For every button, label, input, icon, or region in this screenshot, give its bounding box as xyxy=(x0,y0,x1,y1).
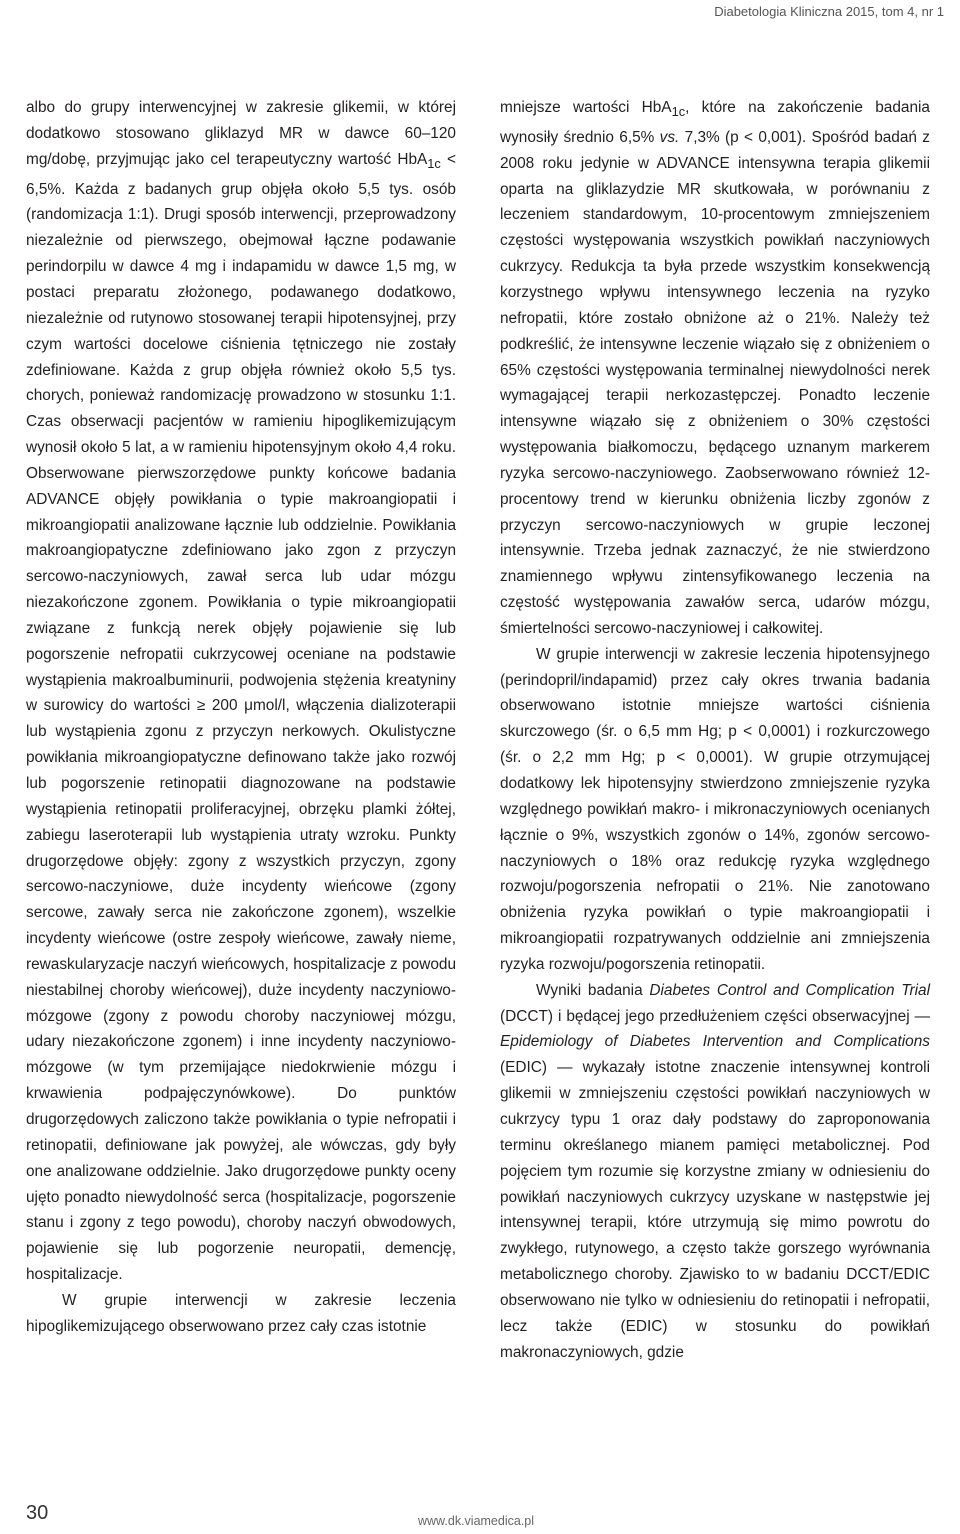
subscript: 1c xyxy=(427,155,441,171)
running-header: Diabetologia Kliniczna 2015, tom 4, nr 1 xyxy=(714,4,944,19)
left-paragraph-1 xyxy=(26,95,456,1288)
right-paragraph-1 xyxy=(500,95,930,642)
italic-run: Diabetes Control and Complication Trial xyxy=(649,981,930,999)
right-paragraph-2: W grupie interwencji w zakresie leczenia hipotensyjnego (perindopril/indapamid) przez cały okres trwania badania obserwowano istotnie mniejsze wartości ciśnienia skurczowego (śr. o 6,5 mm Hg; p < 0,0001) i rozkurczowego (śr. o 2,2 mm Hg; p < 0,0001). W grupie otrzymującej dodatkowy lek hipotensyjny stwierdzono zmniejszenie ryzyka względnego powikłań makro- i mikronaczyniowych ocenianych łącznie o 9%, wszystkich zgonów o 14%, zgonów sercowo-naczyniowych o 18% oraz redukcję ryzyka względnego rozwoju/pogorszenia nefropatii o 21%. Nie zanotowano obniżenia ryzyka powikłań o typie makroangiopatii i mikroangiopatii rozpatrywanych oddzielnie ani zmniejszenia ryzyka rozwoju/pogorszenia retinopatii. xyxy=(500,645,930,973)
right-column xyxy=(500,95,930,1365)
right-paragraph-3 xyxy=(500,978,930,1366)
italic-run: Epidemiology of Diabetes Intervention and Complications xyxy=(500,1033,930,1051)
text-run: Wyniki badania xyxy=(536,981,650,999)
italic-run: vs. xyxy=(659,128,680,146)
text-run: albo do grupy interwencyjnej w zakresie glikemii, w której dodatkowo stosowano gliklazyd MR w dawce 60–120 mg/dobę, przyjmując jako cel terapeutyczny wartość HbA xyxy=(26,99,456,168)
footer-url: www.dk.viamedica.pl xyxy=(418,1514,535,1528)
left-column xyxy=(26,95,456,1340)
text-run: 7,3% (p < 0,001). Spośród badań z 2008 roku jedynie w ADVANCE intensywna terapia glikemii oparta na gliklazydzie MR skutkowała, w porównaniu z leczeniem standardowym, 10-procentowym zmniejszeniem częstości występowania wszystkich powikłań naczyniowych cukrzycy. Redukcja ta była przede wszystkim konsekwencją korzystnego wpływu intensywnego leczenia na ryzyko nefropatii, które zostało obniżone aż o 21%. Należy też podkreślić, że intensywne leczenie wiązało się z obniżeniem o 65% częstości występowania terminalnej niewydolności nerek wymagającej terapii nerkozastępczej. Ponadto leczenie intensywne wiązało się z obniżeniem o 30% częstości występowania białkomoczu, będącego uznanym markerem ryzyka sercowo-naczyniowego. Zaobserwowano również 12-procentowy trend w kierunku obniżenia liczby zgonów z przyczyn sercowo-naczyniowych w grupie leczonej intensywnie. Trzeba jednak zaznaczyć, że nie stwierdzono znamiennego wpływu zintensyfikowanego leczenia na częstość występowania zawałów serca, udarów mózgu, śmiertelności sercowo-naczyniowej i całkowitej. xyxy=(500,128,930,637)
subscript: 1c xyxy=(671,104,686,120)
text-run: , które na zakończenie badania wynosiły średnio 6,5% xyxy=(500,99,930,146)
text-run: mniejsze wartości HbA xyxy=(500,99,672,116)
left-paragraph-2: W grupie interwencji w zakresie leczenia hipoglikemizującego obserwowano przez cały czas istotnie xyxy=(26,1291,456,1335)
text-run: (EDIC) — wykazały istotne znaczenie intensywnej kontroli glikemii w zmniejszeniu częstości powikłań naczyniowych w cukrzycy typu 1 oraz dały podstawy do zaproponowania terminu określanego mianem pamięci metabolicznej. Pod pojęciem tym rozumie się korzystne zmiany w odniesieniu do powikłań naczyniowych cukrzycy uzyskane w następstwie jej intensywnej terapii, które utrzymują się mimo powrotu do zwykłego, rutynowego, a często także gorszego wyrównania metabolicznego choroby. Zjawisko to w badaniu DCCT/EDIC obserwowano nie tylko w odniesieniu do retinopatii i nefropatii, lecz także (EDIC) w stosunku do powikłań makronaczyniowych, gdzie xyxy=(500,1059,930,1361)
page-number: 30 xyxy=(26,1502,49,1524)
text-run: (DCCT) i będącej jego przedłużeniem części obserwacyjnej — xyxy=(500,1007,930,1025)
text-run: < 6,5%. Każda z badanych grup objęła około 5,5 tys. osób (randomizacja 1:1). Drugi sposób interwencji, przeprowadzony niezależnie od pierwszego, obejmował łączne podawanie perindorpilu w dawce 4 mg i indapamidu w dawce 1,5 mg, w postaci preparatu złożonego, podawanego dodatkowo, niezależnie od rutynowo stosowanej terapii hipotensyjnej, przy czym wartości docelowe ciśnienia tętniczego nie zostały zdefiniowane. Każda z grup objęła również około 5,5 tys. chorych, ponieważ randomizację prowadzono w stosunku 1:1. Czas obserwacji pacjentów w ramieniu hipoglikemizującym wynosił około 5 lat, a w ramieniu hipotensyjnym około 4,4 roku. Obserwowane pierwszorzędowe punkty końcowe badania ADVANCE objęły powikłania o typie makroangiopatii i mikroangiopatii analizowane łącznie lub oddzielnie. Powikłania makroangiopatyczne zdefiniowano jako zgon z przyczyn sercowo-naczyniowych, zawał serca lub udar mózgu niezakończone zgonem. Powikłania o typie mikroangiopatii związane z funkcją nerek objęły pojawienie się lub pogorszenie nefropatii cukrzycowej oceniane na podstawie wystąpienia makroalbuminurii, podwojenia stężenia kreatyniny w surowicy do wartości ≥ 200 μmol/l, włączenia dializoterapii lub wystąpienia zgonu z przyczyn nerkowych. Okulistyczne powikłania mikroangiopatyczne definowano także jako rozwój lub pogorszenie retinopatii diagnozowane na podstawie wystąpienia retinopatii proliferacyjnej, obrzęku plamki żółtej, zabiegu laseroterapii lub wystąpienia utraty wzroku. Punkty drugorzędowe objęły: zgony z wszystkich przyczyn, zgony sercowo-naczyniowe, duże incydenty wieńcowe (zgony sercowe, zawały serca nie zakończone zgonem), wszelkie incydenty wieńcowe (ostre zespoły wieńcowe, zawały nieme, rewaskularyzacje naczyń wieńcowych, hospitalizacje z powodu niestabilnej choroby wieńcowej), duże incydenty naczyniowo-mózgowe (zgony z powodu choroby naczyniowej mózgu, udary niezakończone zgonem) i inne incydenty naczyniowo-mózgowe (w tym przemijające niedokrwienie mózgu i krwawienia podpajęczynówkowe). Do punktów drugorzędowych zaliczono także powikłania o typie nefropatii i retinopatii, definiowane jak powyżej, ale wówczas, gdy były one analizowane oddzielnie. Jako drugorzędowe punkty oceny ujęto ponadto niewydolność serca (hospitalizacje, pogorszenie stanu i zgony z tego powodu), choroby naczyń obwodowych, pojawienie się lub pogorzenie neuropatii, demencję, hospitalizacje. xyxy=(26,150,456,1284)
